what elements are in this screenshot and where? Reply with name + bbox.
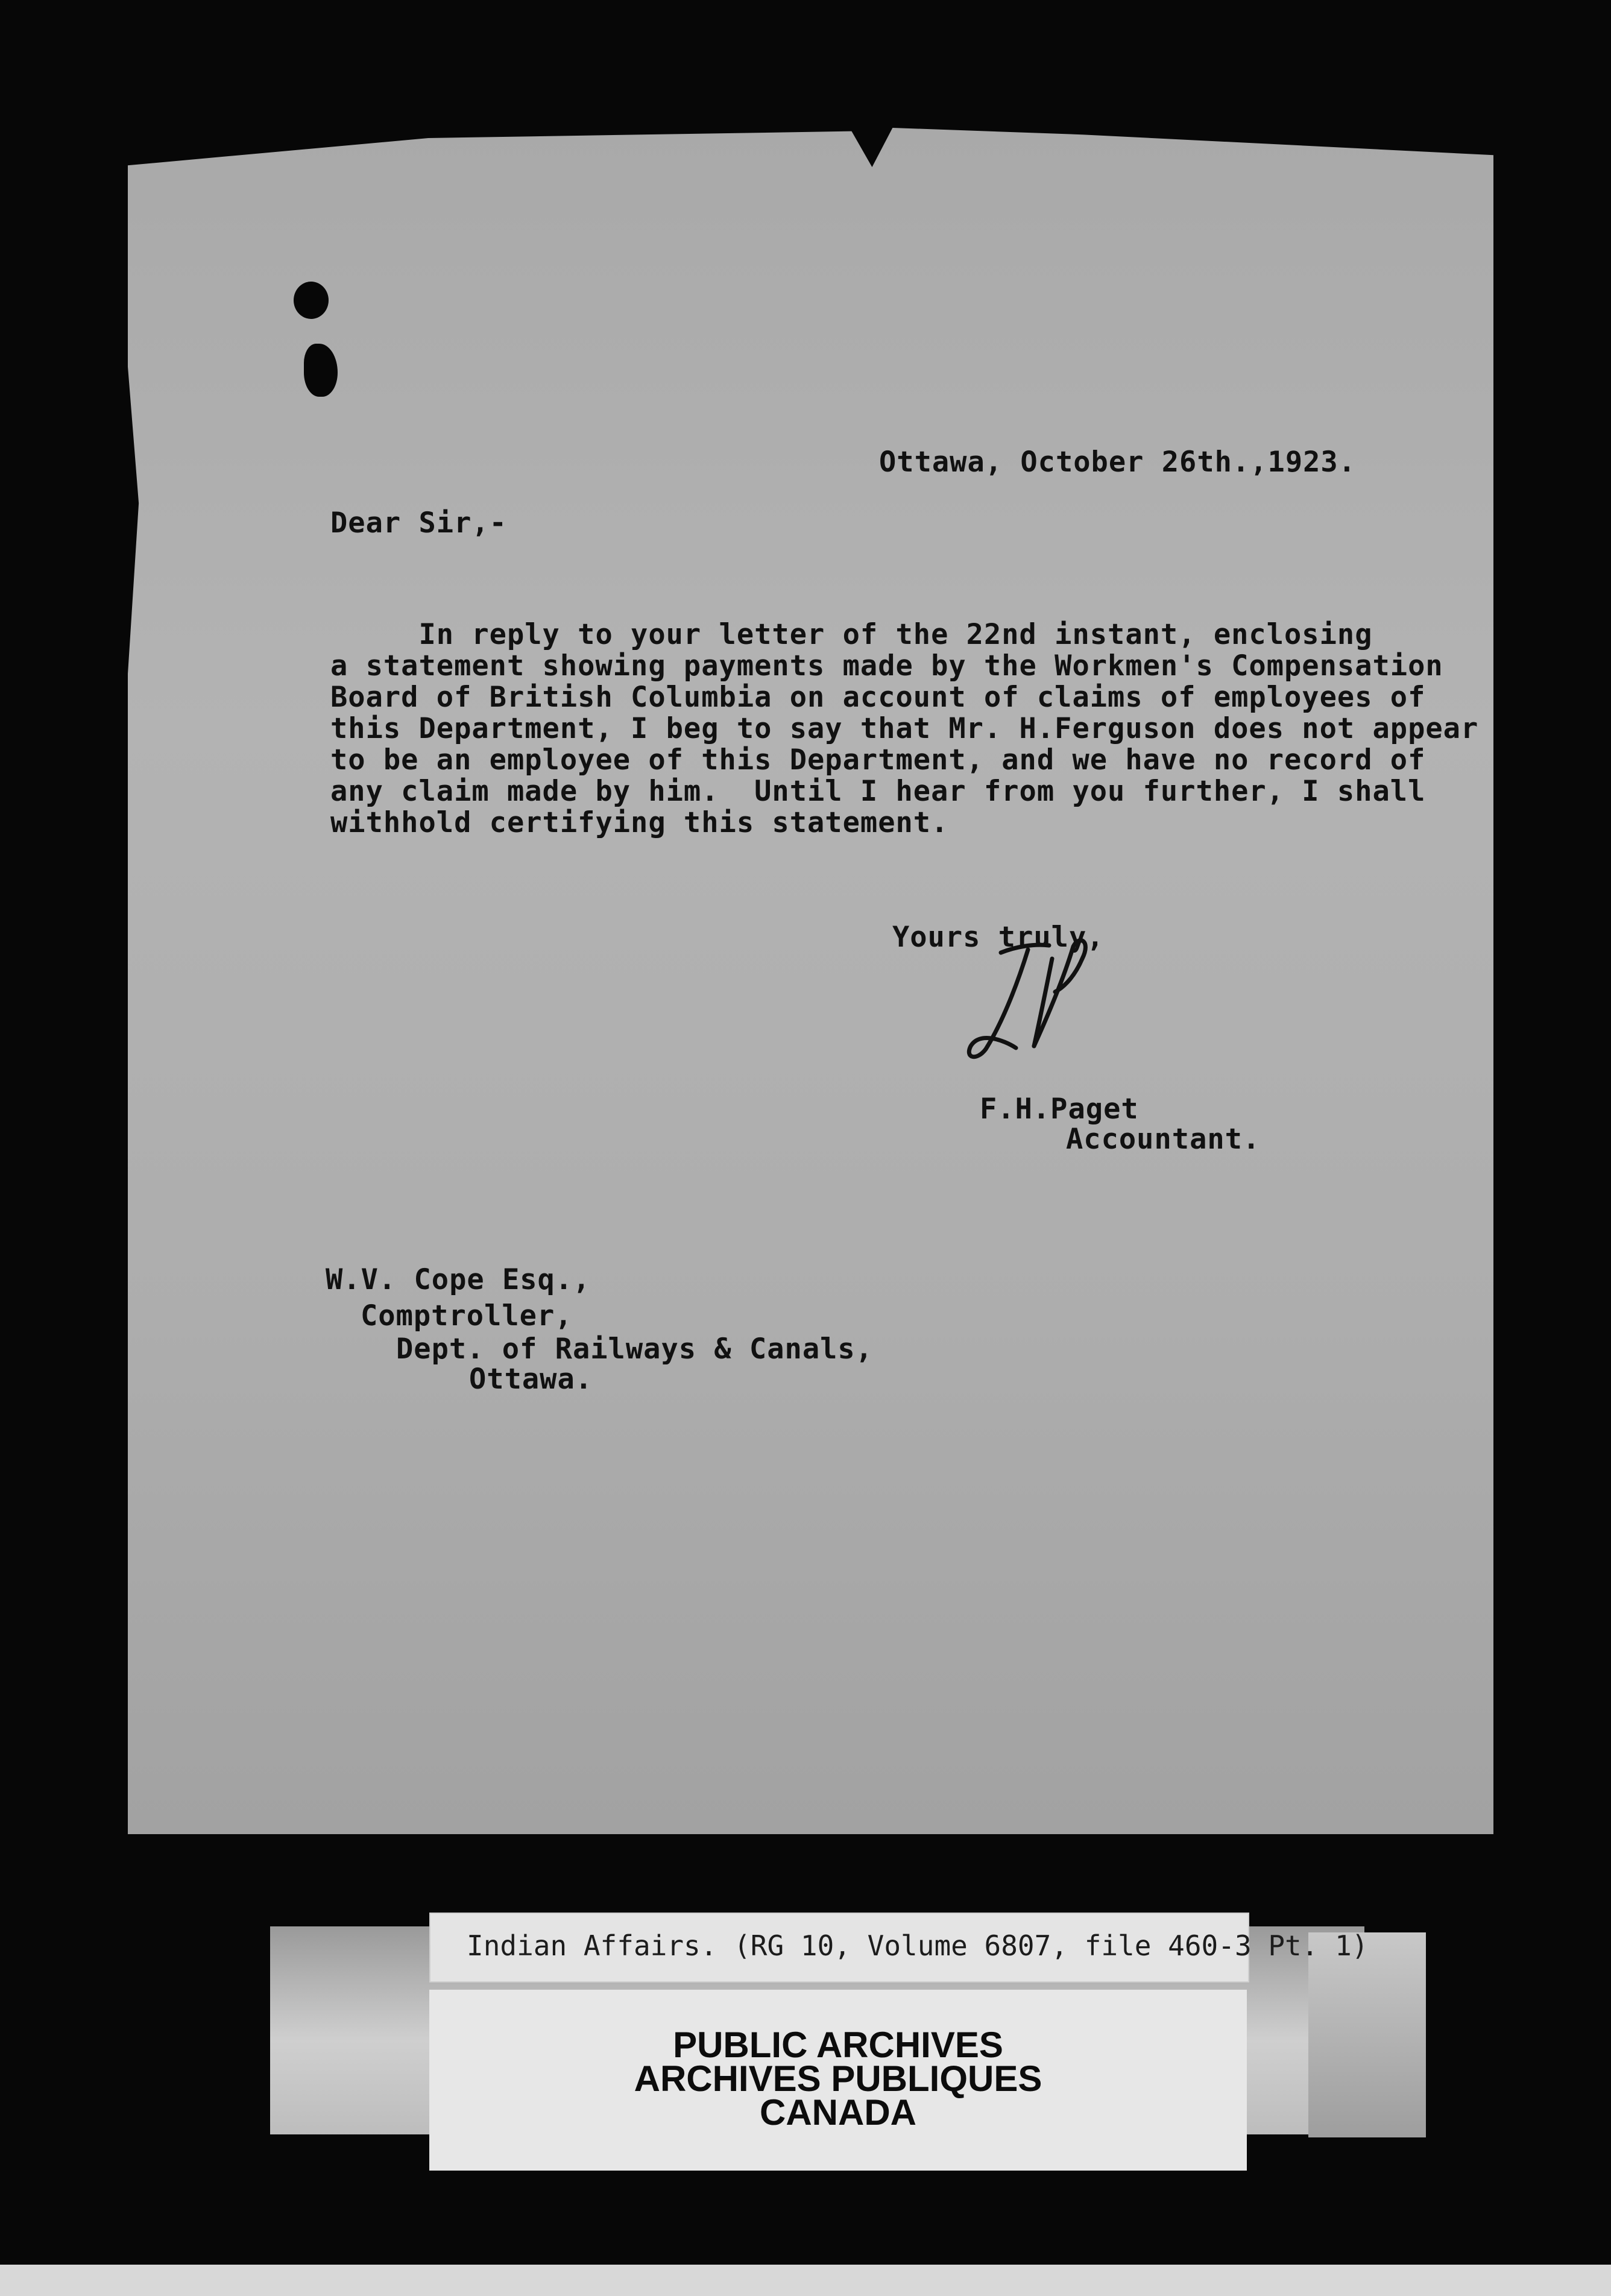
letter-page	[128, 128, 1493, 1834]
letter-body-line: this Department, I beg to say that Mr. H.Ferguson does not appear	[330, 712, 1479, 745]
letter-body-line: withhold certifying this statement.	[330, 806, 949, 839]
letter-salutation: Dear Sir,-	[330, 506, 507, 540]
letter-body-line: to be an employee of this Department, and we have no record of	[330, 743, 1426, 777]
recipient-address-line: Dept. of Railways & Canals,	[396, 1332, 874, 1366]
punch-hole-bottom	[304, 344, 338, 397]
punch-hole-top	[294, 282, 329, 319]
archives-stamp-line: CANADA	[760, 2092, 916, 2133]
archives-stamp-line: ARCHIVES PUBLIQUES	[634, 2058, 1042, 2099]
letter-closing: Yours truly,	[892, 921, 1105, 954]
handwritten-signature	[944, 922, 1124, 1067]
signer-title: Accountant.	[1066, 1123, 1261, 1156]
letter-date: Ottawa, October 26th.,1923.	[879, 446, 1357, 479]
signer-name: F.H.Paget	[980, 1093, 1139, 1126]
letter-body-line: a statement showing payments made by the Workmen's Compensation	[330, 649, 1443, 683]
archives-stamp-line: PUBLIC ARCHIVES	[673, 2025, 1003, 2065]
archive-reference: Indian Affairs. (RG 10, Volume 6807, file 460-3 Pt. 1)	[467, 1929, 1369, 1962]
letter-body-line: any claim made by him. Until I hear from you further, I shall	[330, 775, 1426, 808]
label-stand-side	[1308, 1932, 1426, 2137]
letter-body-line: In reply to your letter of the 22nd instant, enclosing	[330, 618, 1373, 651]
recipient-address-line: Ottawa.	[469, 1363, 593, 1396]
archives-stamp-card	[429, 1990, 1247, 2171]
recipient-address-line: W.V. Cope Esq.,	[326, 1263, 591, 1296]
archive-reference-card	[429, 1913, 1369, 1982]
film-edge-strip	[0, 2265, 1611, 2296]
letter-body-line: Board of British Columbia on account of claims of employees of	[330, 681, 1426, 714]
recipient-address-line: Comptroller,	[361, 1299, 573, 1332]
